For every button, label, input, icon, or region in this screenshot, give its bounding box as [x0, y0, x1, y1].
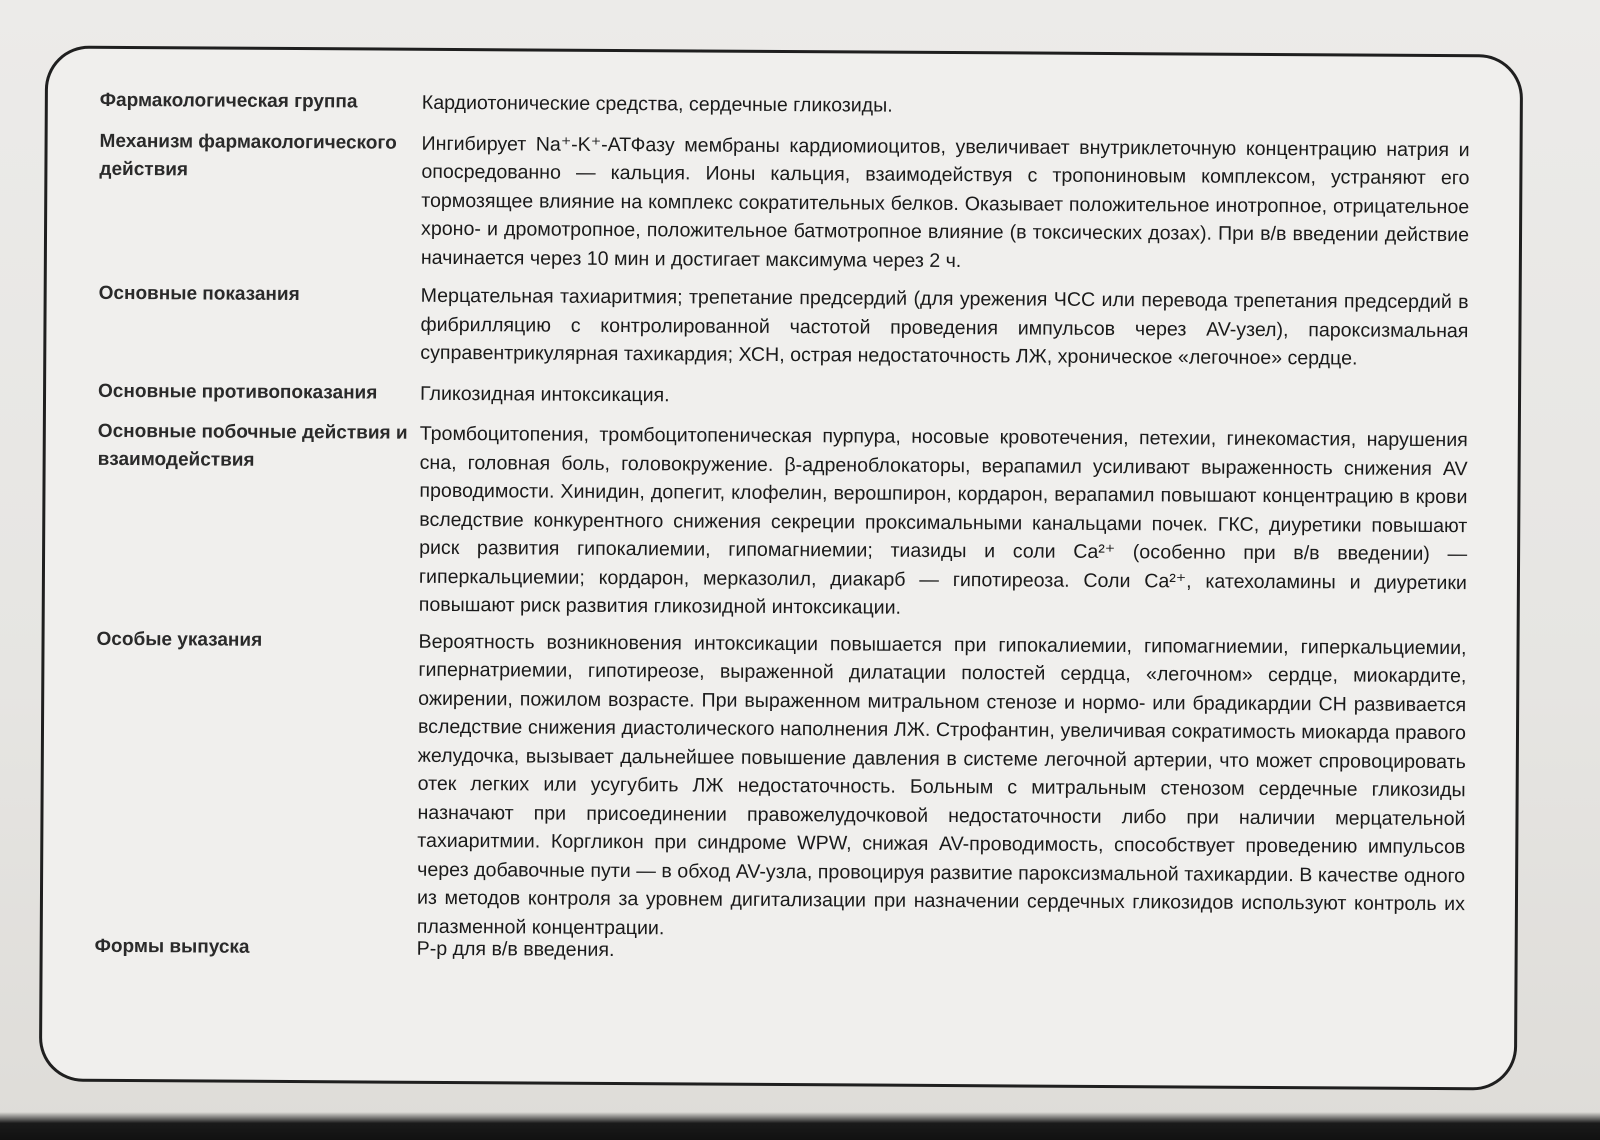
value-side-effects: Тромбоцитопения, тромбоцитопеническая пурпура, носовые кровотечения, петехии, гинекомастия, нарушения сна, головная боль, головокружение. β-адреноблокаторы, верапамил усиливают выраженность снижения AV проводимости. Хинидин, допегит, клофелин, верошпирон, кордарон, верапамил повышают концентрацию в крови вследствие конкурентного снижения секреции проксимальными канальцами почек. ГКС, диуретики повышают риск развития гипокалиемии, гипомагниемии; тиазиды и соли Ca²⁺ (особенно при в/в введении) — гиперкальциемии; кордарон, мерказолил, диакарб — гипотиреоза. Соли Ca²⁺, катехоламины и диуретики повышают риск развития гликозидной интоксикации. [418, 422, 1468, 619]
row-contraindications [98, 377, 1468, 414]
label-indications: Основные показания [98, 282, 300, 306]
value-mechanism: Ингибирует Na⁺-K⁺-АТФазу мембраны кардиомиоцитов, увеличивает внутриклеточную концентрацию натрия и опосредованно — кальция. Ионы кальция, взаимодействуя с тропониновым комплексом, устраняют его тормозящее влияние на комплекс сократительных белков. Оказывает положительное инотропное, отрицательное хроно- и дромотропное, положительное батмотропное влияние (в токсических дозах). При в/в введении действие начинается через 10 мин и достигает максимума через 2 ч. [420, 132, 1470, 272]
value-pharmacological-group: Кардиотонические средства, сердечные гликозиды. [421, 91, 893, 117]
label-release-forms: Формы выпуска [94, 935, 250, 958]
value-release-forms: Р-р для в/в введения. [416, 937, 615, 961]
label-mechanism: Механизм фармакологического действия [99, 130, 397, 180]
page-bottom-edge-shadow [0, 1112, 1600, 1140]
label-pharmacological-group: Фармакологическая группа [99, 89, 358, 113]
label-contraindications: Основные противопоказания [98, 380, 378, 404]
label-side-effects: Основные побочные действия и взаимодействия [97, 420, 408, 471]
row-pharmacological-group [100, 87, 1470, 124]
drug-info-table [95, 87, 1470, 970]
value-indications: Мерцательная тахиаритмия; трепетание предсердий (для урежения ЧСС или перевода трепетания предсердий в фибрилляцию с контролированной частотой проведения импульсов через AV-узел), пароксизмальная суправентрикулярная тахикардия; ХСН, острая недостаточность ЛЖ, хроническое «легочное» сердце. [420, 284, 1469, 370]
row-mechanism [99, 127, 1470, 278]
value-contraindications: Гликозидная интоксикация. [419, 382, 670, 406]
drug-info-card [39, 45, 1523, 1090]
label-special-notes: Особые указания [96, 628, 263, 651]
row-indications [98, 280, 1468, 374]
row-side-effects [97, 418, 1468, 626]
row-special-notes [95, 625, 1467, 947]
value-special-notes: Вероятность возникновения интоксикации повышается при гипокалиемии, гипомагниемии, гиперкальциемии, гипернатриемии, гипотиреозе, выраженной дилатации полостей сердца, «легочном» сердце, миокардите, ожирении, пожилом возрасте. При выраженном митральном стенозе и нормо- или брадикардии СН развивается вследствие снижения диастолического наполнения ЛЖ. Строфантин, увеличивая сократимость миокарда правого желудочка, вызывает дальнейшее повышение давления в системе легочной артерии, что может спровоцировать отек легких или усугубить ЛЖ недостаточность. Больным с митральным стенозом сердечные гликозиды назначают при присоединении правожелудочковой недостаточности либо при наличии мерцательной тахиаритмии. Коргликон при синдроме WPW, снижая AV-проводимость, способствует проведению импульсов через добавочные пути — в обход AV-узла, провоцируя развитие пароксизмальной тахикардии. В качестве одного из методов контроля за уровнем дигитализации при назначении сердечных гликозидов используют контроль их плазменной концентрации. [416, 630, 1467, 939]
